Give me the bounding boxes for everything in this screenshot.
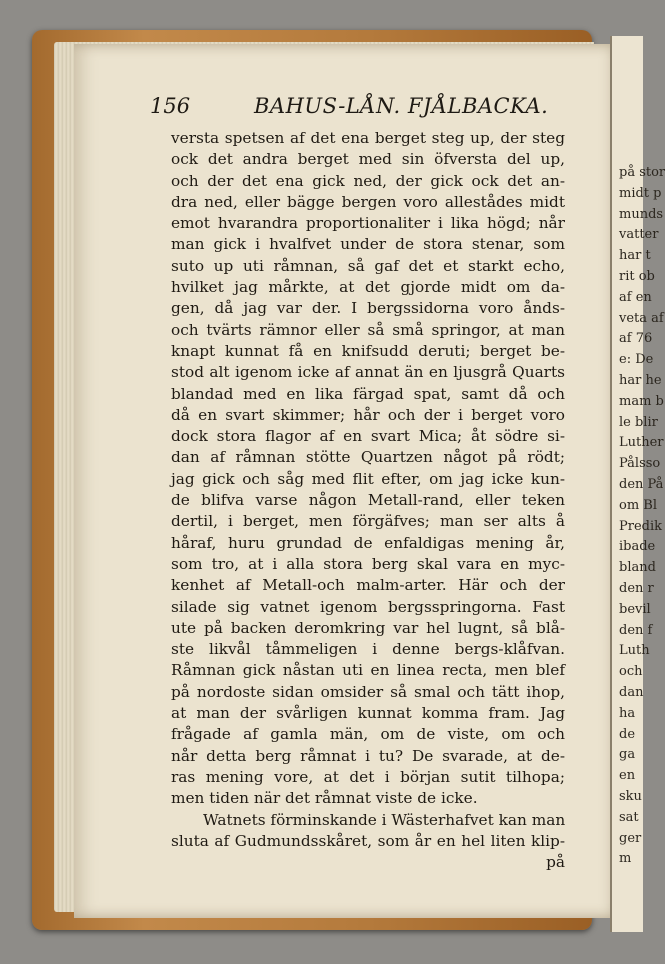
next-page-fragment: ga (619, 747, 636, 763)
next-page-fragment: ha (619, 705, 636, 721)
text-line: ste likvål tåmmeligen i denne bergs-klåfvan. (171, 640, 565, 659)
text-line: sluta af Gudmundsskåret, som år en hel liten klip- (171, 831, 565, 850)
text-line: dan af råmnan stötte Quartzen något på rödt; (171, 448, 565, 467)
next-page-fragment: på stor (619, 165, 665, 180)
text-line: ute på backen deromkring var hel lugnt, så blå- (171, 618, 565, 637)
text-line: jag gick och såg med flit efter, om jag icke kun- (171, 469, 565, 488)
text-line: som tro, at i alla stora berg skal vara en myc- (171, 554, 565, 573)
next-page-fragment: midt p (619, 185, 662, 201)
next-page-fragment: om Bl (619, 497, 657, 513)
next-page-fragment: veta af (619, 310, 664, 326)
right-page-edge (610, 36, 665, 932)
next-page-fragment: den f (619, 622, 653, 638)
text-line: stod alt igenom icke af annat än en ljusgrå Quarts (171, 363, 565, 382)
body-text (171, 128, 565, 873)
text-line: håraf, huru grundad de enfaldigas mening år, (171, 533, 565, 552)
text-line: blandad med en lika färgad spat, samt då och (171, 384, 565, 403)
text-line: dra ned, eller bägge bergen voro allestådes midt (171, 192, 565, 211)
text-line: gen, då jag var der. I bergssidorna voro ånds- (171, 299, 565, 318)
next-page-fragment: Predik (619, 518, 663, 534)
text-line: versta spetsen af det ena berget steg up, der steg (171, 129, 565, 147)
page-number: 156 (150, 94, 191, 118)
next-page-fragment: dan (619, 685, 644, 700)
next-page-fragment: de (619, 726, 636, 742)
next-page-fragment: munds (619, 206, 664, 222)
next-page-fragment: har he (619, 373, 662, 388)
text-line: man gick i hvalfvet under de stora stenar, som (171, 235, 565, 254)
text-line: men tiden när det råmnat viste de icke. (171, 789, 478, 808)
next-page-fragment: rit ob (619, 269, 655, 284)
text-line: de blifva varse någon Metall-rand, eller teken (171, 491, 565, 510)
next-page-fragment: en (619, 768, 636, 784)
next-page-fragment: ger (619, 830, 642, 846)
text-line: och tvärts rämnor eller så små springor, at man (171, 320, 565, 339)
text-line: at man der svårligen kunnat komma fram. Jag (171, 704, 565, 723)
next-page-fragment: e: De (619, 352, 654, 368)
text-line: suto up uti råmnan, så gaf det et starkt echo, (171, 256, 565, 275)
catchword: på (546, 853, 565, 872)
next-page-fragment: af en (619, 289, 652, 305)
next-page-fragment: m (619, 851, 632, 867)
text-line: emot hvarandra proportionaliter i lika högd; når (171, 214, 565, 233)
text-line: frågade af gamla män, om de viste, om och (171, 725, 565, 744)
text-line: då en svart skimmer; hår och der i berget voro (171, 405, 565, 424)
text-line: ock det andra berget med sin öfversta del up, (171, 150, 565, 169)
text-line: på nordoste sidan omsider så smal och tätt ihop, (171, 682, 565, 701)
text-line: ras mening vore, at det i början sutit tilhopa; (171, 767, 565, 786)
text-line: kenhet af Metall-och malm-arter. Här och der (171, 576, 565, 595)
text-line: och der det ena gick ned, der gick ock det an- (171, 171, 565, 190)
running-head: BAHUS-LÅN. FJÅLBACKA. (254, 94, 549, 118)
next-page-fragment: ibade (619, 539, 656, 555)
next-page-fragment: sku (619, 789, 642, 804)
next-page-fragment: Luther (619, 435, 664, 451)
text-line: dertil, i berget, men förgäfves; man ser alts å (171, 512, 565, 531)
text-line: Watnets förminskande i Wästerhafvet kan man (203, 810, 566, 829)
next-page-fragment: bland (619, 560, 656, 576)
text-line: knapt kunnat få en knifsudd deruti; berget be- (171, 341, 565, 360)
next-page-fragment: bevil (619, 601, 651, 617)
text-line: dock stora flagor af en svart Mica; åt södre si- (171, 427, 565, 446)
text-line: Råmnan gick nåstan uti en linea recta, men blef (171, 661, 565, 680)
page-header (150, 92, 550, 122)
next-page-fragment: och (619, 664, 643, 680)
next-page-fragment: har t (619, 248, 651, 264)
next-page-fragment: le blir (619, 414, 658, 430)
next-page-fragment: vatter (619, 227, 659, 243)
text-line: når detta berg råmnat i tu? De svarade, at de- (171, 746, 565, 765)
next-page-fragment: mam b (619, 393, 664, 409)
text-line: silade sig vatnet igenom bergsspringorna. Fast (171, 597, 565, 616)
next-page-fragment: Pålsso (619, 456, 661, 472)
next-page-fragment: sat (619, 809, 639, 825)
next-page-fragment: af 76 (619, 331, 653, 347)
text-line: hvilket jag mårkte, at det gjorde midt om da- (171, 278, 565, 297)
next-page-fragment: den På (619, 477, 664, 492)
next-page-fragment: Luth (619, 643, 650, 659)
next-page-fragment: den r (619, 581, 654, 596)
